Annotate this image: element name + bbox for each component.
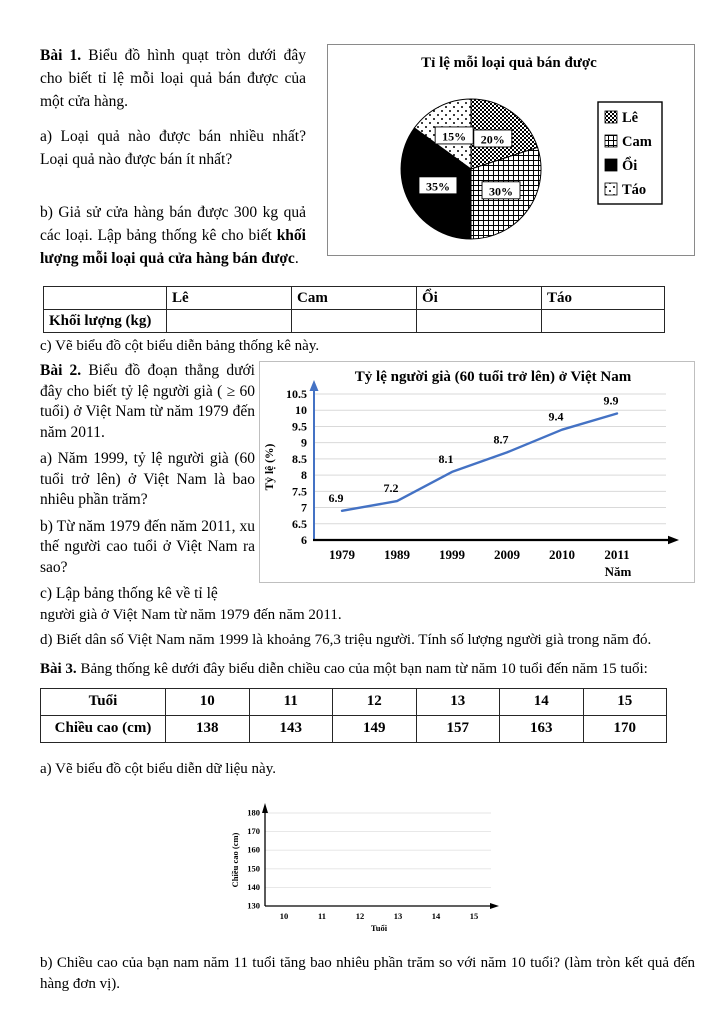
- bai3-question-b: b) Chiều cao của bạn nam năm 11 tuổi tăng bao nhiêu phần trăm so với năm 10 tuổi? (làm tròn kết quả đến hàng đơn vị).: [40, 954, 695, 992]
- section-bai-2: [40, 361, 695, 605]
- y-tick-label: 140: [246, 881, 260, 892]
- y-tick-label: 6.5: [292, 516, 307, 531]
- bai3-table-age-cell: 13: [416, 688, 500, 715]
- bai1-question-b-end: .: [294, 250, 299, 267]
- x-axis-arrow-icon: [668, 536, 679, 544]
- bai1-label: Bài 1.: [40, 47, 82, 64]
- bai1-table-value-cell: [292, 310, 417, 333]
- bai2-question-b: b) Từ năm 1979 đến năm 2011, xu thế người cao tuổi ở Việt Nam ra sao?: [40, 517, 255, 576]
- elderly-line-chart-box: [259, 361, 695, 583]
- bai3-table-height-row: [41, 715, 667, 742]
- y-tick-label: 9: [301, 435, 307, 450]
- point-value-label: 7.2: [383, 481, 399, 496]
- legend-swatch-icon: [605, 135, 617, 147]
- bai3-table-height-cell: 149: [333, 715, 417, 742]
- bai2-label: Bài 2.: [40, 362, 82, 379]
- pie-percent-label: 35%: [425, 179, 450, 194]
- y-tick-label: 9.5: [292, 419, 307, 434]
- height-empty-chart: [227, 788, 509, 938]
- y-axis-title: Chiều cao (cm): [229, 832, 240, 887]
- bai3-table-height-label: Chiều cao (cm): [41, 715, 166, 742]
- bai2-question-d: d) Biết dân số Việt Nam năm 1999 là khoảng 76,3 triệu người. Tính số lượng người già trong năm đó.: [40, 631, 652, 648]
- legend-swatch-icon: [605, 183, 617, 195]
- bai1-table-header-oi: Ổi: [417, 287, 542, 310]
- x-tick-label: 2011: [604, 547, 630, 562]
- y-tick-label: 8: [301, 468, 307, 483]
- bai3-table-age-cell: 10: [166, 688, 250, 715]
- point-value-label: 6.9: [328, 490, 344, 505]
- bai2-question-c-line2: người già ở Việt Nam từ năm 1979 đến năm 2011.: [40, 606, 342, 623]
- bai3-table-height-cell: 143: [249, 715, 333, 742]
- bai3-label: Bài 3.: [40, 660, 77, 677]
- x-tick-label: 15: [469, 910, 478, 921]
- legend-label: Ổi: [622, 158, 638, 174]
- y-axis-arrow-icon: [310, 380, 319, 391]
- bai1-table-mass-row: [44, 310, 665, 333]
- y-tick-label: 180: [246, 807, 260, 817]
- bai2-question-a: a) Năm 1999, tỷ lệ người già (60 tuổi trở lên) ở Việt Nam là bao nhiêu phần trăm?: [40, 450, 255, 508]
- bai1-table-value-cell: [167, 310, 292, 333]
- y-tick-label: 7.5: [292, 484, 307, 499]
- bai1-table: [43, 286, 665, 333]
- bai1-table-header-le: Lê: [167, 287, 292, 310]
- y-axis-arrow-icon: [262, 803, 268, 813]
- y-tick-label: 7: [301, 500, 307, 515]
- y-tick-label: 10.5: [286, 387, 307, 401]
- bai3-table-height-cell: 157: [416, 715, 500, 742]
- legend-swatch-icon: [605, 111, 617, 123]
- bai1-question-b-bold: khối lượng mỗi loại quả cửa hàng bán được: [40, 227, 306, 267]
- pie-percent-label: 15%: [442, 129, 467, 144]
- x-tick-label: 11: [317, 910, 326, 921]
- y-tick-label: 6: [301, 533, 307, 547]
- bai1-table-corner-cell: [44, 287, 167, 310]
- bai3-table-age-cell: 12: [333, 688, 417, 715]
- fruit-pie-chart: [328, 45, 692, 253]
- elderly-line-chart: [260, 362, 692, 580]
- data-line: [342, 414, 617, 511]
- y-tick-label: 8.5: [292, 451, 307, 466]
- x-tick-label: 1999: [439, 547, 465, 562]
- line-chart-title: Tỷ lệ người già (60 tuổi trở lên) ở Việt Nam: [354, 369, 632, 385]
- bai1-table-header-tao: Táo: [542, 287, 665, 310]
- bai1-table-value-cell: [417, 310, 542, 333]
- bai1-table-value-cell: [542, 310, 665, 333]
- bai3-question-a: a) Vẽ biểu đồ cột biểu diễn dữ liệu này.: [40, 760, 276, 777]
- x-tick-label: 14: [431, 910, 440, 921]
- x-tick-label: 2010: [549, 547, 575, 562]
- fruit-pie-chart-box: [327, 44, 695, 256]
- point-value-label: 9.9: [603, 393, 619, 408]
- x-tick-label: 13: [393, 910, 402, 921]
- x-tick-label: 1979: [329, 547, 355, 562]
- bai3-table: [40, 688, 667, 743]
- bai3-intro-text: Bảng thống kê dưới đây biểu diễn chiều cao của một bạn nam từ năm 10 tuổi đến năm 15 tuổi:: [76, 660, 648, 677]
- y-tick-label: 170: [246, 825, 260, 836]
- bai3-table-height-cell: 170: [583, 715, 667, 742]
- y-axis-title: Tỷ lệ (%): [264, 443, 276, 491]
- bai1-table-header-row: [44, 287, 665, 310]
- bai1-question-c: c) Vẽ biểu đồ cột biểu diễn bảng thống kê này.: [40, 338, 320, 354]
- legend-label: Lê: [622, 110, 639, 126]
- point-value-label: 8.1: [438, 451, 454, 466]
- bai3-table-height-cell: 163: [500, 715, 584, 742]
- bai3-table-age-row: [41, 688, 667, 715]
- bai3-table-height-cell: 138: [166, 715, 250, 742]
- bai3-heading: [40, 659, 695, 680]
- bai1-table-row-label: Khối lượng (kg): [44, 310, 167, 333]
- x-tick-label: 2009: [494, 547, 520, 562]
- x-tick-label: 1989: [384, 547, 410, 562]
- point-value-label: 9.4: [548, 409, 564, 424]
- bai2-intro-text: Biểu đồ đoạn thẳng dưới đây cho biết tỷ lệ người già ( ≥ 60 tuổi) ở Việt Nam từ năm 1979 đến năm 2011.: [40, 362, 255, 441]
- section-bai-1: [40, 44, 695, 270]
- x-tick-label: 12: [355, 910, 364, 921]
- pie-title: Tỉ lệ mỗi loại quả bán được: [421, 55, 597, 71]
- pie-percent-label: 20%: [480, 132, 505, 147]
- x-axis-arrow-icon: [490, 903, 499, 909]
- y-tick-label: 10: [295, 403, 307, 418]
- bai1-question-a: a) Loại quả nào được bán nhiều nhất? Loại quả nào được bán ít nhất?: [40, 128, 306, 168]
- y-tick-label: 160: [246, 844, 260, 855]
- legend-label: Táo: [622, 182, 647, 198]
- bai3-table-age-cell: 14: [500, 688, 584, 715]
- legend-swatch-icon: [605, 159, 617, 171]
- y-tick-label: 150: [246, 862, 260, 873]
- x-axis-title: Tuổi: [370, 922, 387, 933]
- legend-label: Cam: [622, 134, 652, 150]
- y-tick-label: 130: [246, 900, 260, 910]
- height-empty-chart-box: [227, 788, 509, 943]
- x-axis-title: Năm: [604, 564, 632, 579]
- x-tick-label: 10: [279, 910, 288, 921]
- bai3-table-age-cell: 11: [249, 688, 333, 715]
- pie-percent-label: 30%: [489, 184, 514, 199]
- bai1-table-header-cam: Cam: [292, 287, 417, 310]
- bai1-intro-text: Biểu đồ hình quạt tròn dưới đây cho biết tỉ lệ mỗi loại quả bán được của một cửa hàng.: [40, 47, 306, 110]
- bai1-question-b-text: b) Giả sử cửa hàng bán được 300 kg quả các loại. Lập bảng thống kê cho biết: [40, 204, 306, 244]
- bai3-table-age-label: Tuổi: [41, 688, 166, 715]
- bai3-table-age-cell: 15: [583, 688, 667, 715]
- bai2-question-c-line1: c) Lập bảng thống kê về tỉ lệ: [40, 585, 218, 602]
- point-value-label: 8.7: [493, 432, 509, 447]
